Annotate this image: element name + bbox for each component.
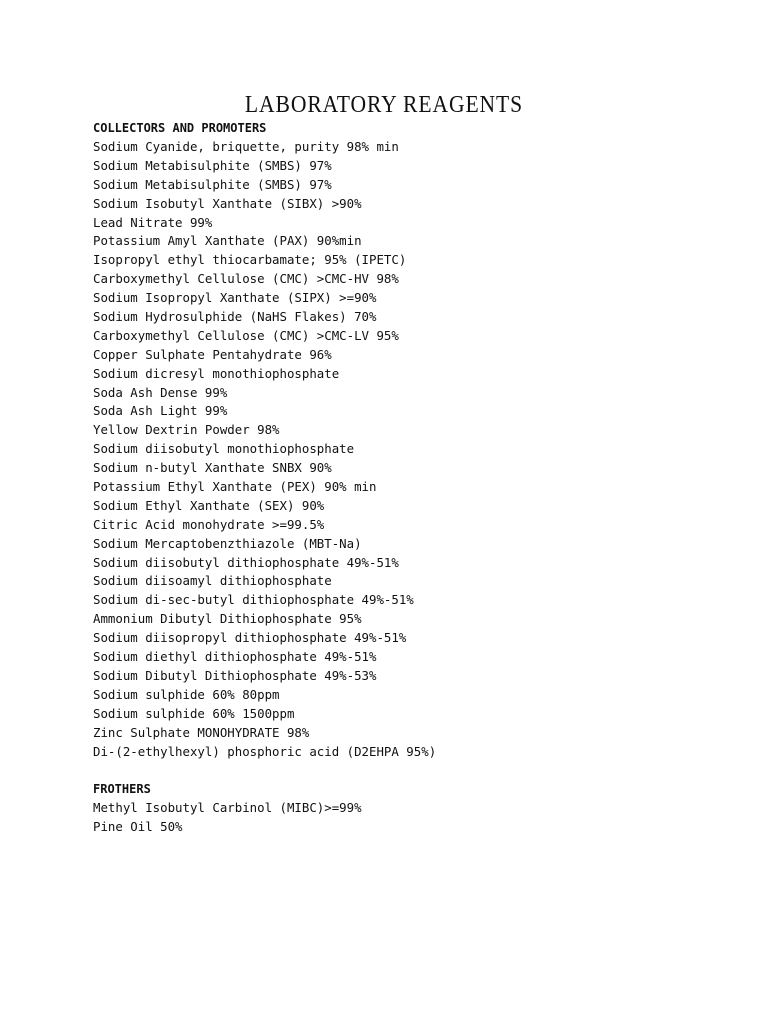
list-item: Copper Sulphate Pentahydrate 96% [93,346,332,362]
list-item: Soda Ash Dense 99% [93,384,228,400]
list-item: Citric Acid monohydrate >=99.5% [93,516,325,532]
list-item: Sodium Cyanide, briquette, purity 98% min [93,139,399,154]
section-frothers [93,780,733,837]
section-heading: FROTHERS [93,782,151,797]
list-item: Carboxymethyl Cellulose (CMC) >CMC-HV 98% [93,271,399,287]
list-item: Methyl Isobutyl Carbinol (MIBC)>=99% [93,800,362,816]
list-item: Potassium Amyl Xanthate (PAX) 90%min [93,233,362,249]
section-collectors-and-promoters [93,119,733,761]
document-title: LABORATORY REAGENTS [244,92,524,118]
list-item: Sodium diisoamyl dithiophosphate [93,573,332,589]
list-item: Soda Ash Light 99% [93,403,228,419]
list-item: Sodium Mercaptobenzthiazole (MBT-Na) [93,535,362,551]
reagent-list [93,799,733,837]
reagent-list [93,138,733,761]
list-item: Sodium Isopropyl Xanthate (SIPX) >=90% [93,290,377,306]
list-item: Sodium dicresyl monothiophosphate [93,365,340,381]
list-item: Sodium diisopropyl dithiophosphate 49%-51% [93,630,407,646]
list-item: Potassium Ethyl Xanthate (PEX) 90% min [93,479,377,495]
list-item: Sodium Metabisulphite (SMBS) 97% [93,176,332,192]
list-item: Ammonium Dibutyl Dithiophosphate 95% [93,611,362,627]
list-item: Zinc Sulphate MONOHYDRATE 98% [93,724,310,740]
section-spacer [93,761,733,780]
list-item: Di-(2-ethylhexyl) phosphoric acid (D2EHPA 95%) [93,743,437,759]
list-item: Pine Oil 50% [93,819,183,835]
list-item: Sodium Metabisulphite (SMBS) 97% [93,157,332,173]
list-item: Carboxymethyl Cellulose (CMC) >CMC-LV 95% [93,327,399,343]
list-item: Sodium Isobutyl Xanthate (SIBX) >90% [93,195,362,211]
list-item: Sodium diisobutyl monothiophosphate [93,441,355,457]
list-item: Sodium di-sec-butyl dithiophosphate 49%-51% [93,592,414,608]
list-item: Sodium n-butyl Xanthate SNBX 90% [93,460,332,476]
list-item: Sodium Ethyl Xanthate (SEX) 90% [93,497,325,513]
list-item: Lead Nitrate 99% [93,214,213,230]
list-item: Sodium diethyl dithiophosphate 49%-51% [93,649,377,665]
list-item: Sodium Dibutyl Dithiophosphate 49%-53% [93,667,377,683]
section-heading: COLLECTORS AND PROMOTERS [93,121,267,135]
list-item: Sodium diisobutyl dithiophosphate 49%-51% [93,554,399,570]
list-item: Yellow Dextrin Powder 98% [93,422,280,438]
list-item: Sodium sulphide 60% 80ppm [93,686,280,702]
list-item: Sodium Hydrosulphide (NaHS Flakes) 70% [93,309,377,325]
list-item: Isopropyl ethyl thiocarbamate; 95% (IPETC) [93,252,407,268]
document-content [93,119,733,837]
list-item: Sodium sulphide 60% 1500ppm [93,705,295,721]
